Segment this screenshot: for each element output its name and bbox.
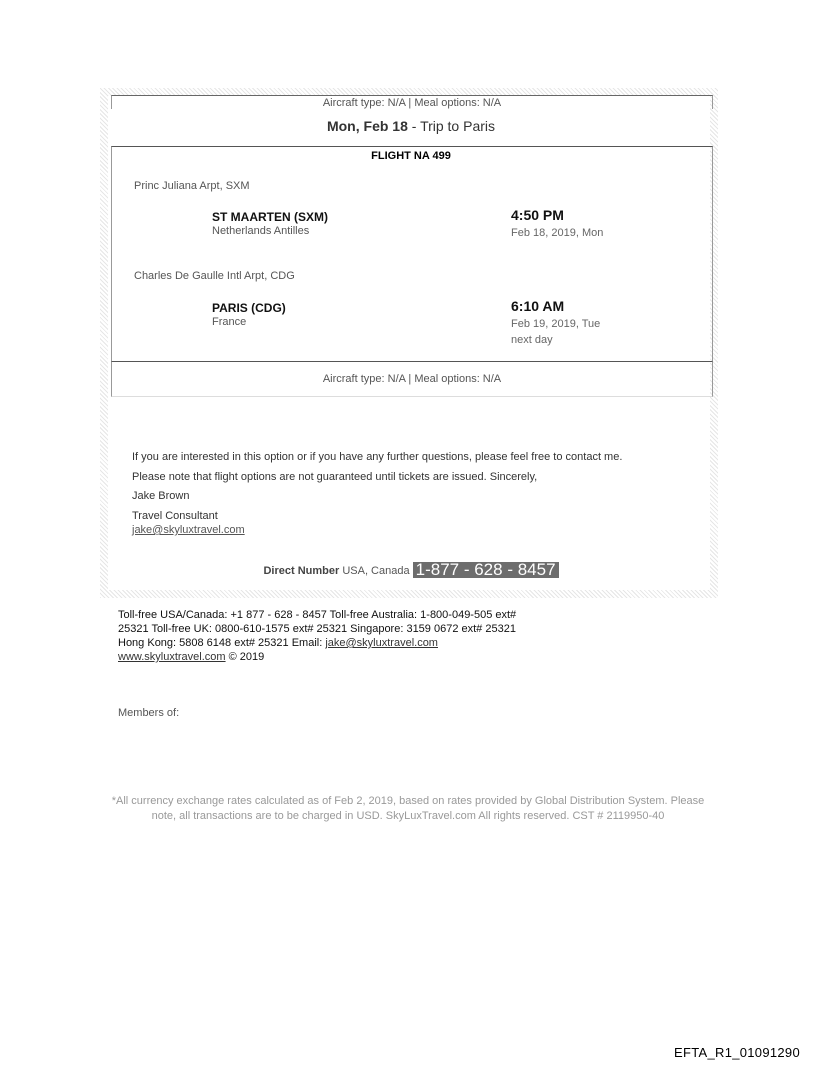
signature-name: Jake Brown (132, 490, 190, 502)
departure-country: Netherlands Antilles (212, 225, 310, 237)
direct-number-region: USA, Canada (339, 565, 413, 577)
footer-contacts-text: Toll-free USA/Canada: +1 877 - 628 - 8457 Toll-free Australia: 1-800-049-505 ext# 25321 Toll-free UK: 0800-610-1575 ext# 25321 Singapore: 3159 0672 ext# 25321 Hong Kong: 5808 6148 ext# 25321 Email: (118, 609, 517, 649)
departure-airport: Princ Juliana Arpt, SXM (134, 180, 250, 192)
departure-city: ST MAARTEN (SXM) (212, 210, 328, 224)
message-line-2: Please note that flight options are not guaranteed until tickets are issued. Sincerely, (132, 471, 538, 483)
trip-header (111, 118, 711, 134)
members-label: Members of: (118, 707, 180, 719)
signature-email-link[interactable]: jake@skyluxtravel.com (132, 524, 245, 536)
arrival-time: 6:10 AM (511, 298, 565, 314)
arrival-next-day-note: next day (511, 334, 553, 346)
signature-role: Travel Consultant (132, 510, 218, 522)
flight-title: FLIGHT NA 499 (371, 150, 451, 162)
footer-contacts (118, 608, 538, 664)
footer-website-link[interactable]: www.skyluxtravel.com (118, 651, 226, 663)
direct-number-label: Direct Number (263, 565, 340, 577)
message-line-1: If you are interested in this option or if you have any further questions, please feel free to contact me. (132, 451, 623, 463)
arrival-country: France (212, 316, 247, 328)
flight-box (111, 146, 713, 362)
arrival-city: PARIS (CDG) (212, 301, 286, 315)
disclaimer: *All currency exchange rates calculated as of Feb 2, 2019, based on rates provided by Global Distribution System. Please note, all transactions are to be charged in USD. SkyLuxTravel.com All rights reserved. CST # 2119950-40 (111, 795, 705, 822)
trip-date: Mon, Feb 18 (326, 118, 408, 134)
direct-phone-number[interactable]: 1-877 - 628 - 8457 (413, 562, 559, 578)
departure-time: 4:50 PM (511, 207, 564, 223)
top-aircraft-info: Aircraft type: N/A | Meal options: N/A (111, 95, 713, 109)
trip-title: - Trip to Paris (407, 118, 496, 134)
document-id: EFTA_R1_01091290 (674, 1045, 800, 1060)
arrival-date: Feb 19, 2019, Tue (511, 318, 601, 330)
direct-number-line (111, 562, 711, 578)
departure-date: Feb 18, 2019, Mon (511, 227, 604, 239)
footer-email-link[interactable]: jake@skyluxtravel.com (325, 637, 438, 649)
footer-copyright: © 2019 (225, 651, 265, 663)
arrival-airport: Charles De Gaulle Intl Arpt, CDG (134, 270, 295, 282)
flight-details-bar: Aircraft type: N/A | Meal options: N/A (111, 362, 713, 397)
